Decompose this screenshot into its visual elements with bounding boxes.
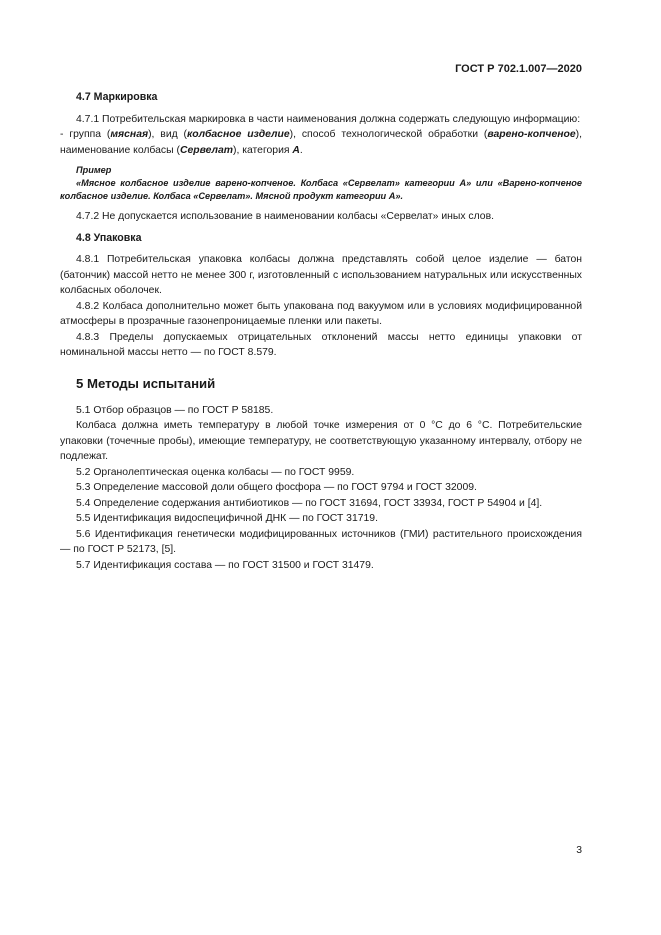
clause-4-7-2: 4.7.2 Не допускается использование в наименовании колбасы «Сервелат» иных слов.	[76, 211, 494, 222]
section-4-8-title: 4.8 Упаковка	[76, 231, 142, 244]
clause-5-1-temperature: Колбаса должна иметь температуру в любой точке измерения от 0 °С до 6 °С. Потребительские упаковки (точечные пробы), имеющие температуру, не соответствующую указанному интервалу, отбору не подлежат.	[60, 420, 582, 462]
list-text: ), вид (	[148, 129, 188, 140]
clause-4-7-1: 4.7.1 Потребительская маркировка в части наименования должна содержать следующую информацию:	[76, 113, 581, 125]
clause-5-4: 5.4 Определение содержания антибиотиков — по ГОСТ 31694, ГОСТ 33934, ГОСТ Р 54904 и [4].	[76, 497, 543, 509]
list-emph: мясная	[110, 129, 149, 140]
example-label: Пример	[76, 165, 112, 175]
clause-5-3: 5.3 Определение массовой доли общего фосфора — по ГОСТ 9794 и ГОСТ 32009.	[76, 482, 477, 493]
marking-list-item	[60, 127, 582, 158]
example-text: «Мясное колбасное изделие варено-копченое. Колбаса «Сервелат» категории А» или «Варено-копченое колбасное изделие. Колбаса «Сервелат». Мясной продукт категории А».	[60, 178, 582, 201]
clause-4-8-1: 4.8.1 Потребительская упаковка колбасы должна представлять собой целое изделие — батон (батончик) массой нетто не менее 300 г, изготовленный с использованием натуральных или искусственных колбасных оболочек.	[60, 254, 582, 296]
document-body	[60, 90, 582, 573]
clause-5-1: 5.1 Отбор образцов — по ГОСТ Р 58185.	[76, 404, 274, 416]
document-header: ГОСТ Р 702.1.007—2020	[455, 63, 582, 75]
clause-5-6: 5.6 Идентификация генетически модифицированных источников (ГМИ) растительного происхождения — по ГОСТ Р 52173, [5].	[60, 528, 582, 555]
list-text: ), категория	[232, 144, 293, 156]
clause-4-8-3: 4.8.3 Пределы допускаемых отрицательных отклонений массы нетто единицы упаковки от номинальной массы нетто — по ГОСТ 8.579.	[60, 331, 582, 358]
list-emph: А	[292, 144, 300, 156]
list-emph: варено-копченое	[487, 129, 576, 140]
list-text: ), способ технологической обработки (	[289, 129, 488, 140]
page-number: 3	[576, 845, 582, 856]
clause-5-5: 5.5 Идентификация видоспецифичной ДНК — по ГОСТ 31719.	[76, 513, 378, 524]
clause-4-8-2: 4.8.2 Колбаса дополнительно может быть упакована под вакуумом или в условиях модифицированной атмосферы в прозрачные газонепроницаемые пленки или пакеты.	[60, 300, 582, 327]
section-5-title: 5 Методы испытаний	[76, 375, 216, 391]
section-4-7-title: 4.7 Маркировка	[76, 91, 158, 103]
clause-5-7: 5.7 Идентификация состава — по ГОСТ 31500 и ГОСТ 31479.	[76, 559, 374, 571]
list-emph: колбасное изделие	[187, 129, 290, 140]
list-text: ), наименование колбасы (	[60, 129, 583, 156]
list-text: - группа (	[60, 129, 111, 140]
clause-5-2: 5.2 Органолептическая оценка колбасы — по ГОСТ 9959.	[76, 466, 355, 478]
list-text: .	[299, 144, 303, 156]
list-emph: Сервелат	[179, 144, 233, 156]
